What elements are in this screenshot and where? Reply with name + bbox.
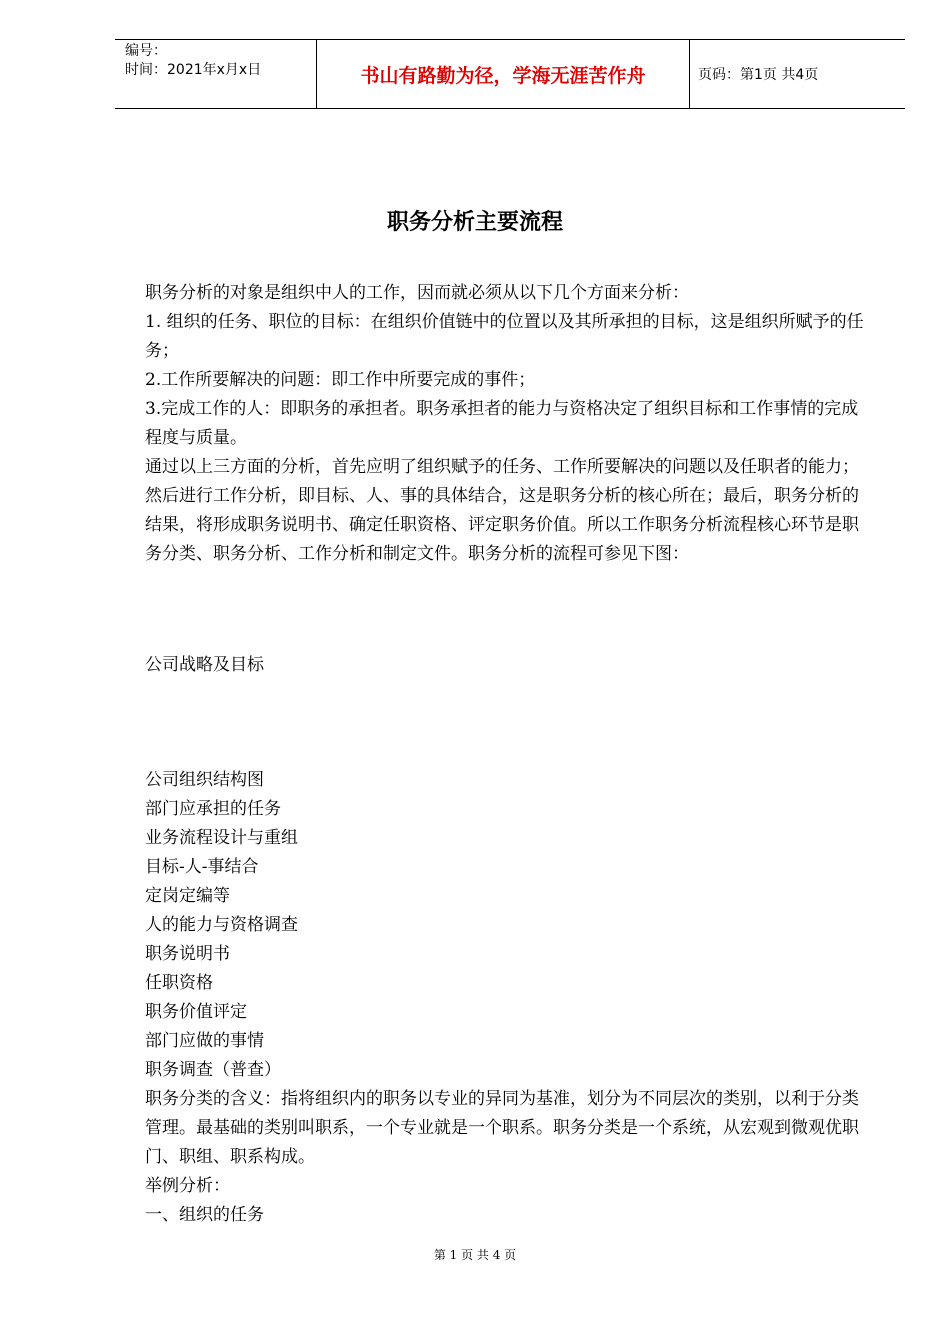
flow-item: 公司组织结构图: [145, 770, 264, 790]
flow-item: 部门应做的事情: [145, 1031, 264, 1051]
flow-item: 部门应承担的任务: [145, 799, 281, 819]
page-footer: 第 1 页 共 4 页: [433, 1248, 517, 1262]
closing-paragraph: 一、组织的任务: [145, 1205, 264, 1225]
header-table: [115, 39, 905, 109]
flow-item: 业务流程设计与重组: [145, 828, 298, 848]
intro-paragraph: 通过以上三方面的分析，首先应明了组织赋予的任务、工作所要解决的问题以及任职者的能力；然后进行工作分析，即目标、人、事的具体结合，这是职务分析的核心所在；最后，职务分析的结果，将形成职务说明书、确定任职资格、评定职务价值。所以工作职务分析流程核心环节是职务分类、职务分析、工作分析和制定文件。职务分析的流程可参见下图：: [145, 457, 859, 564]
header-page-label: 页码：第1页 共4页: [698, 67, 819, 83]
number-label: 编号：: [125, 43, 167, 59]
intro-paragraph: 职务分析的对象是组织中人的工作，因而就必须从以下几个方面来分析：: [145, 283, 689, 303]
flow-item: 职务价值评定: [145, 1002, 247, 1022]
intro-paragraph: 1. 组织的任务、职位的目标：在组织价值链中的位置以及其所承担的目标，这是组织所赋予的任务；: [145, 312, 864, 361]
intro-section: [145, 279, 875, 569]
closing-paragraph: 职务分类的含义：指将组织内的职务以专业的异同为基准，划分为不同层次的类别，以利于分类管理。最基础的类别叫职系，一个专业就是一个职系。职务分类是一个系统，从宏观到微观优职门、职组、职系构成。: [145, 1089, 859, 1167]
flow-item: 任职资格: [145, 973, 213, 993]
closing-paragraph: 举例分析：: [145, 1176, 230, 1196]
time-label: 时间：2021年x月x日: [125, 62, 262, 78]
intro-paragraph: 2.工作所要解决的问题：即工作中所要完成的事件；: [145, 370, 536, 390]
flow-item: 目标-人-事结合: [145, 857, 259, 877]
flow-item: 定岗定编等: [145, 886, 230, 906]
header-left-cell: [115, 40, 316, 108]
flow-item: 职务说明书: [145, 944, 230, 964]
header-motto: 书山有路勤为径，学海无涯苦作舟: [316, 40, 690, 108]
document-title: 职务分析主要流程: [386, 210, 563, 235]
flow-top-label: 公司战略及目标: [145, 655, 264, 675]
intro-paragraph: 3.完成工作的人：即职务的承担者。职务承担者的能力与资格决定了组织目标和工作事情的完成程度与质量。: [145, 399, 859, 448]
flow-item: 职务调查（普查）: [145, 1060, 281, 1080]
flow-list: [145, 766, 875, 1230]
flow-item: 人的能力与资格调查: [145, 915, 298, 935]
